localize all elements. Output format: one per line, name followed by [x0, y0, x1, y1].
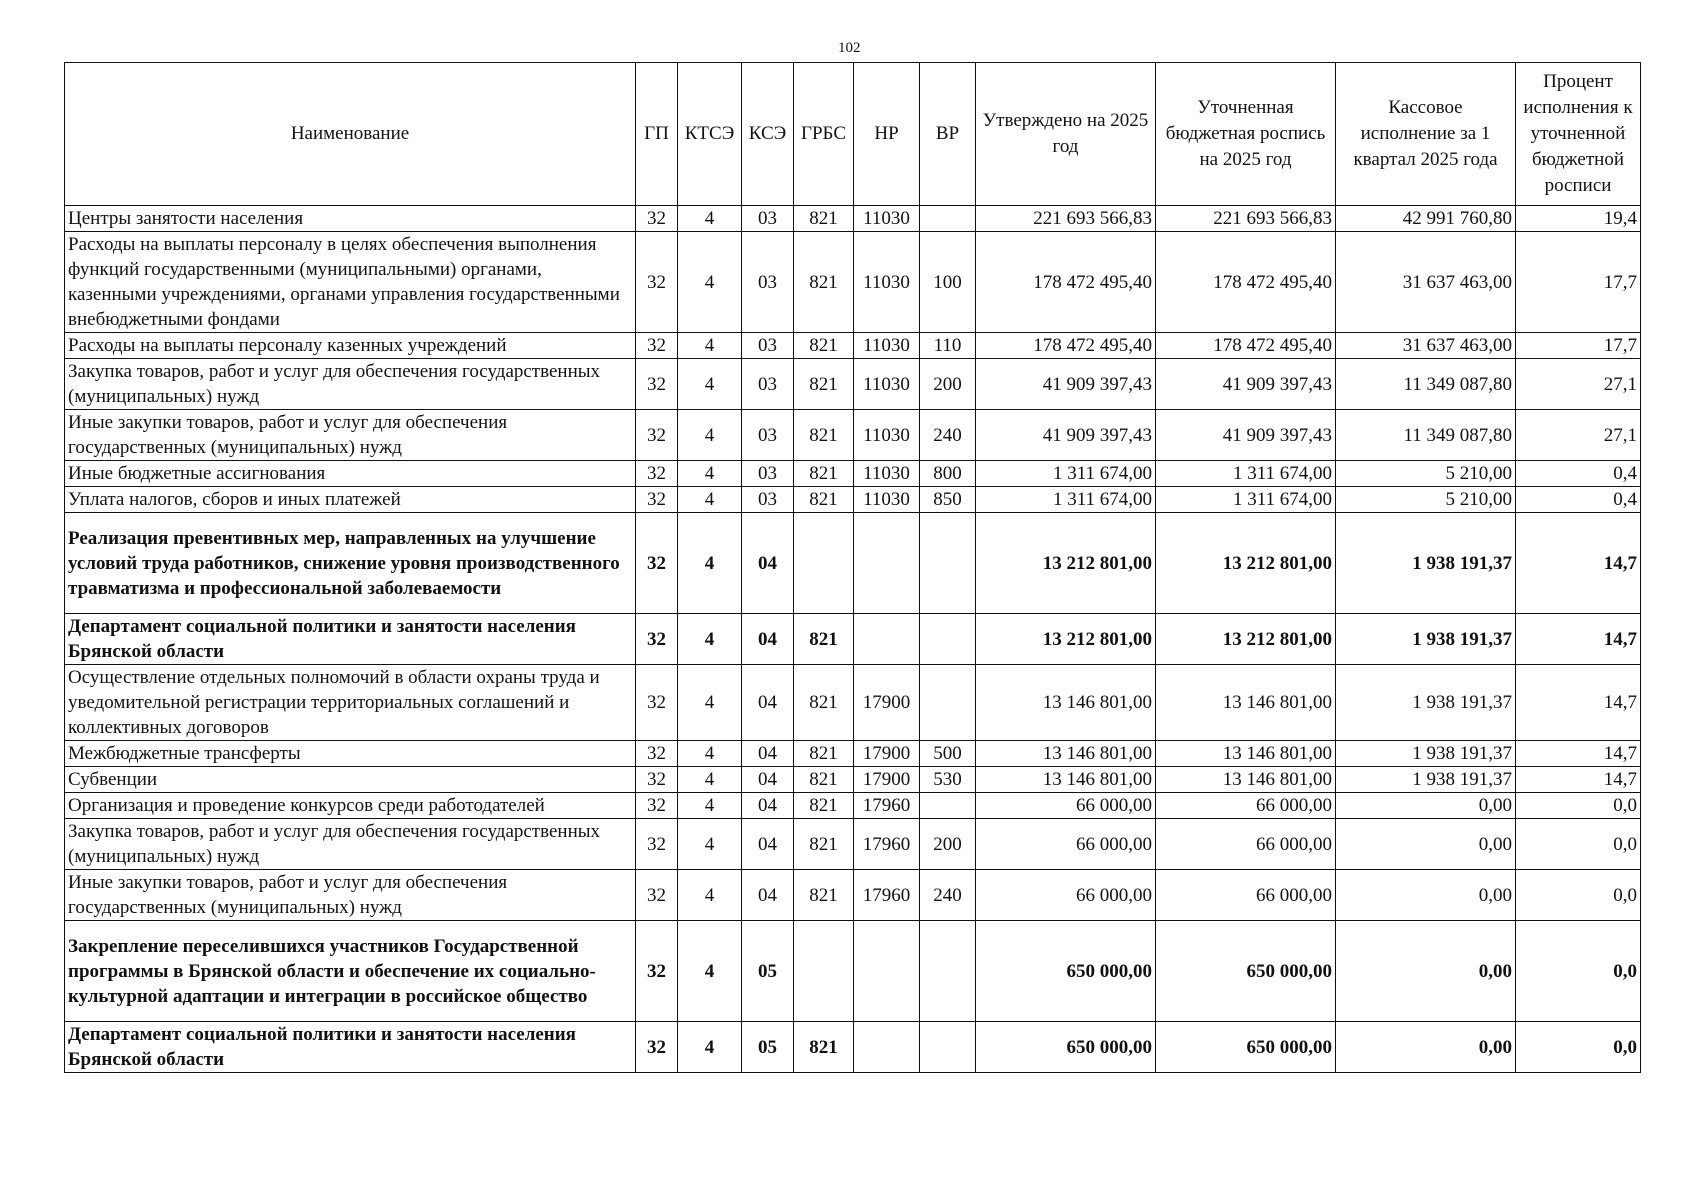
- cell-nr: 17960: [854, 870, 920, 921]
- table-header-row: [65, 63, 1641, 206]
- cell-gp: 32: [636, 487, 678, 513]
- cell-approved: 66 000,00: [976, 819, 1156, 870]
- cell-vr: [920, 921, 976, 1022]
- cell-name: Организация и проведение конкурсов среди работодателей: [65, 793, 636, 819]
- cell-vr: 240: [920, 410, 976, 461]
- cell-grbs: 821: [794, 819, 854, 870]
- cell-nr: 11030: [854, 232, 920, 333]
- cell-ktse: 4: [678, 359, 742, 410]
- table-row: [65, 793, 1641, 819]
- cell-percent: 14,7: [1516, 614, 1641, 665]
- cell-vr: [920, 614, 976, 665]
- cell-refined: 221 693 566,83: [1156, 206, 1336, 232]
- cell-name: Закрепление переселившихся участников Государственной программы в Брянской области и обеспечение их социально-культурной адаптации и интеграции в российское общество: [65, 921, 636, 1022]
- table-row: [65, 870, 1641, 921]
- cell-grbs: 821: [794, 767, 854, 793]
- cell-kse: 04: [742, 870, 794, 921]
- cell-name: Центры занятости населения: [65, 206, 636, 232]
- cell-refined: 41 909 397,43: [1156, 359, 1336, 410]
- cell-grbs: 821: [794, 870, 854, 921]
- cell-nr: 17900: [854, 665, 920, 741]
- cell-cash: 1 938 191,37: [1336, 614, 1516, 665]
- cell-approved: 66 000,00: [976, 793, 1156, 819]
- cell-gp: 32: [636, 1022, 678, 1073]
- cell-ktse: 4: [678, 1022, 742, 1073]
- cell-refined: 66 000,00: [1156, 819, 1336, 870]
- cell-ktse: 4: [678, 665, 742, 741]
- cell-vr: [920, 206, 976, 232]
- cell-approved: 41 909 397,43: [976, 359, 1156, 410]
- cell-cash: 0,00: [1336, 793, 1516, 819]
- cell-name: Иные бюджетные ассигнования: [65, 461, 636, 487]
- cell-percent: 0,0: [1516, 793, 1641, 819]
- cell-cash: 11 349 087,80: [1336, 410, 1516, 461]
- header-percent: Процент исполнения к уточненной бюджетной росписи: [1516, 63, 1641, 206]
- cell-vr: 240: [920, 870, 976, 921]
- cell-nr: [854, 614, 920, 665]
- table-row: [65, 487, 1641, 513]
- cell-approved: 650 000,00: [976, 1022, 1156, 1073]
- cell-vr: 100: [920, 232, 976, 333]
- cell-nr: 17960: [854, 793, 920, 819]
- cell-cash: 42 991 760,80: [1336, 206, 1516, 232]
- cell-gp: 32: [636, 921, 678, 1022]
- cell-nr: 11030: [854, 333, 920, 359]
- cell-cash: 0,00: [1336, 921, 1516, 1022]
- cell-kse: 04: [742, 793, 794, 819]
- cell-name: Субвенции: [65, 767, 636, 793]
- table-row: [65, 921, 1641, 1022]
- cell-percent: 14,7: [1516, 665, 1641, 741]
- cell-vr: [920, 793, 976, 819]
- cell-grbs: 821: [794, 665, 854, 741]
- cell-grbs: [794, 921, 854, 1022]
- cell-refined: 1 311 674,00: [1156, 461, 1336, 487]
- budget-execution-table: [64, 62, 1641, 1073]
- cell-gp: 32: [636, 410, 678, 461]
- cell-grbs: 821: [794, 614, 854, 665]
- cell-grbs: 821: [794, 1022, 854, 1073]
- cell-gp: 32: [636, 767, 678, 793]
- cell-nr: 11030: [854, 206, 920, 232]
- cell-cash: 5 210,00: [1336, 461, 1516, 487]
- cell-percent: 0,4: [1516, 487, 1641, 513]
- table-row: [65, 232, 1641, 333]
- cell-vr: 200: [920, 359, 976, 410]
- table-row: [65, 741, 1641, 767]
- cell-refined: 1 311 674,00: [1156, 487, 1336, 513]
- cell-refined: 178 472 495,40: [1156, 232, 1336, 333]
- cell-kse: 03: [742, 487, 794, 513]
- cell-ktse: 4: [678, 461, 742, 487]
- cell-name: Департамент социальной политики и занятости населения Брянской области: [65, 614, 636, 665]
- header-approved: Утверждено на 2025 год: [976, 63, 1156, 206]
- cell-gp: 32: [636, 819, 678, 870]
- cell-approved: 13 212 801,00: [976, 614, 1156, 665]
- header-ktse: КТСЭ: [678, 63, 742, 206]
- cell-percent: 0,0: [1516, 870, 1641, 921]
- cell-vr: 850: [920, 487, 976, 513]
- cell-ktse: 4: [678, 819, 742, 870]
- cell-cash: 31 637 463,00: [1336, 232, 1516, 333]
- cell-vr: [920, 1022, 976, 1073]
- cell-nr: [854, 1022, 920, 1073]
- cell-vr: [920, 665, 976, 741]
- cell-name: Расходы на выплаты персоналу в целях обеспечения выполнения функций государственными (муниципальными) органами, казенными учреждениями, органами управления государственными внебюджетными фондами: [65, 232, 636, 333]
- cell-gp: 32: [636, 206, 678, 232]
- cell-percent: 14,7: [1516, 513, 1641, 614]
- table-row: [65, 1022, 1641, 1073]
- cell-kse: 04: [742, 614, 794, 665]
- cell-approved: 1 311 674,00: [976, 487, 1156, 513]
- cell-grbs: 821: [794, 793, 854, 819]
- cell-refined: 650 000,00: [1156, 921, 1336, 1022]
- cell-kse: 03: [742, 232, 794, 333]
- cell-ktse: 4: [678, 513, 742, 614]
- cell-grbs: 821: [794, 232, 854, 333]
- cell-refined: 13 146 801,00: [1156, 665, 1336, 741]
- cell-nr: 11030: [854, 410, 920, 461]
- cell-name: Закупка товаров, работ и услуг для обеспечения государственных (муниципальных) нужд: [65, 819, 636, 870]
- cell-cash: 0,00: [1336, 819, 1516, 870]
- cell-approved: 13 212 801,00: [976, 513, 1156, 614]
- cell-name: Реализация превентивных мер, направленных на улучшение условий труда работников, снижение уровня производственного травматизма и профессиональной заболеваемости: [65, 513, 636, 614]
- cell-grbs: 821: [794, 359, 854, 410]
- cell-ktse: 4: [678, 767, 742, 793]
- cell-gp: 32: [636, 741, 678, 767]
- cell-cash: 1 938 191,37: [1336, 741, 1516, 767]
- cell-name: Закупка товаров, работ и услуг для обеспечения государственных (муниципальных) нужд: [65, 359, 636, 410]
- cell-vr: 110: [920, 333, 976, 359]
- cell-kse: 04: [742, 665, 794, 741]
- header-name: Наименование: [65, 63, 636, 206]
- cell-ktse: 4: [678, 232, 742, 333]
- cell-vr: [920, 513, 976, 614]
- cell-gp: 32: [636, 333, 678, 359]
- cell-cash: 5 210,00: [1336, 487, 1516, 513]
- cell-nr: 11030: [854, 487, 920, 513]
- cell-kse: 04: [742, 741, 794, 767]
- table-row: [65, 333, 1641, 359]
- cell-vr: 200: [920, 819, 976, 870]
- cell-refined: 650 000,00: [1156, 1022, 1336, 1073]
- cell-refined: 41 909 397,43: [1156, 410, 1336, 461]
- cell-gp: 32: [636, 665, 678, 741]
- cell-vr: 500: [920, 741, 976, 767]
- table-row: [65, 461, 1641, 487]
- cell-approved: 178 472 495,40: [976, 232, 1156, 333]
- cell-kse: 04: [742, 513, 794, 614]
- cell-grbs: 821: [794, 410, 854, 461]
- cell-cash: 1 938 191,37: [1336, 513, 1516, 614]
- cell-percent: 0,0: [1516, 921, 1641, 1022]
- cell-approved: 650 000,00: [976, 921, 1156, 1022]
- header-refined: Уточненная бюджетная роспись на 2025 год: [1156, 63, 1336, 206]
- cell-nr: [854, 921, 920, 1022]
- header-nr: НР: [854, 63, 920, 206]
- cell-gp: 32: [636, 232, 678, 333]
- cell-vr: 530: [920, 767, 976, 793]
- cell-approved: 41 909 397,43: [976, 410, 1156, 461]
- cell-percent: 0,0: [1516, 1022, 1641, 1073]
- page-number: 102: [838, 40, 861, 56]
- table-row: [65, 206, 1641, 232]
- cell-ktse: 4: [678, 333, 742, 359]
- cell-cash: 0,00: [1336, 870, 1516, 921]
- header-kse: КСЭ: [742, 63, 794, 206]
- table-row: [65, 410, 1641, 461]
- cell-ktse: 4: [678, 870, 742, 921]
- cell-name: Уплата налогов, сборов и иных платежей: [65, 487, 636, 513]
- cell-percent: 0,0: [1516, 819, 1641, 870]
- header-grbs: ГРБС: [794, 63, 854, 206]
- cell-name: Департамент социальной политики и занятости населения Брянской области: [65, 1022, 636, 1073]
- cell-kse: 05: [742, 921, 794, 1022]
- cell-approved: 13 146 801,00: [976, 665, 1156, 741]
- cell-refined: 13 212 801,00: [1156, 513, 1336, 614]
- cell-grbs: [794, 513, 854, 614]
- cell-kse: 03: [742, 410, 794, 461]
- cell-gp: 32: [636, 461, 678, 487]
- cell-nr: [854, 513, 920, 614]
- cell-percent: 0,4: [1516, 461, 1641, 487]
- cell-name: Иные закупки товаров, работ и услуг для обеспечения государственных (муниципальных) нужд: [65, 410, 636, 461]
- cell-refined: 13 146 801,00: [1156, 741, 1336, 767]
- cell-approved: 13 146 801,00: [976, 767, 1156, 793]
- cell-grbs: 821: [794, 333, 854, 359]
- cell-ktse: 4: [678, 921, 742, 1022]
- cell-percent: 17,7: [1516, 333, 1641, 359]
- header-vr: ВР: [920, 63, 976, 206]
- cell-refined: 66 000,00: [1156, 870, 1336, 921]
- cell-cash: 1 938 191,37: [1336, 767, 1516, 793]
- cell-refined: 66 000,00: [1156, 793, 1336, 819]
- cell-name: Осуществление отдельных полномочий в области охраны труда и уведомительной регистрации территориальных соглашений и коллективных договоров: [65, 665, 636, 741]
- header-cash: Кассовое исполнение за 1 квартал 2025 года: [1336, 63, 1516, 206]
- cell-grbs: 821: [794, 461, 854, 487]
- cell-gp: 32: [636, 614, 678, 665]
- cell-approved: 178 472 495,40: [976, 333, 1156, 359]
- cell-cash: 31 637 463,00: [1336, 333, 1516, 359]
- cell-gp: 32: [636, 359, 678, 410]
- cell-nr: 17900: [854, 767, 920, 793]
- cell-kse: 05: [742, 1022, 794, 1073]
- cell-cash: 1 938 191,37: [1336, 665, 1516, 741]
- cell-percent: 14,7: [1516, 767, 1641, 793]
- cell-ktse: 4: [678, 487, 742, 513]
- table-row: [65, 819, 1641, 870]
- cell-name: Иные закупки товаров, работ и услуг для обеспечения государственных (муниципальных) нужд: [65, 870, 636, 921]
- table-row: [65, 614, 1641, 665]
- cell-cash: 0,00: [1336, 1022, 1516, 1073]
- cell-kse: 03: [742, 333, 794, 359]
- cell-grbs: 821: [794, 741, 854, 767]
- cell-ktse: 4: [678, 410, 742, 461]
- cell-kse: 04: [742, 819, 794, 870]
- cell-ktse: 4: [678, 614, 742, 665]
- cell-approved: 221 693 566,83: [976, 206, 1156, 232]
- cell-cash: 11 349 087,80: [1336, 359, 1516, 410]
- cell-refined: 178 472 495,40: [1156, 333, 1336, 359]
- cell-kse: 03: [742, 206, 794, 232]
- cell-percent: 17,7: [1516, 232, 1641, 333]
- cell-refined: 13 212 801,00: [1156, 614, 1336, 665]
- header-gp: ГП: [636, 63, 678, 206]
- table-row: [65, 767, 1641, 793]
- cell-percent: 27,1: [1516, 359, 1641, 410]
- table-row: [65, 665, 1641, 741]
- cell-gp: 32: [636, 513, 678, 614]
- cell-nr: 11030: [854, 461, 920, 487]
- cell-refined: 13 146 801,00: [1156, 767, 1336, 793]
- cell-gp: 32: [636, 870, 678, 921]
- cell-ktse: 4: [678, 793, 742, 819]
- cell-percent: 27,1: [1516, 410, 1641, 461]
- cell-nr: 17900: [854, 741, 920, 767]
- cell-name: Расходы на выплаты персоналу казенных учреждений: [65, 333, 636, 359]
- cell-ktse: 4: [678, 206, 742, 232]
- cell-percent: 14,7: [1516, 741, 1641, 767]
- cell-gp: 32: [636, 793, 678, 819]
- cell-name: Межбюджетные трансферты: [65, 741, 636, 767]
- table-row: [65, 359, 1641, 410]
- cell-approved: 13 146 801,00: [976, 741, 1156, 767]
- cell-grbs: 821: [794, 487, 854, 513]
- cell-nr: 11030: [854, 359, 920, 410]
- cell-vr: 800: [920, 461, 976, 487]
- cell-approved: 66 000,00: [976, 870, 1156, 921]
- cell-approved: 1 311 674,00: [976, 461, 1156, 487]
- cell-kse: 04: [742, 767, 794, 793]
- cell-kse: 03: [742, 461, 794, 487]
- cell-percent: 19,4: [1516, 206, 1641, 232]
- cell-nr: 17960: [854, 819, 920, 870]
- table-row: [65, 513, 1641, 614]
- cell-grbs: 821: [794, 206, 854, 232]
- cell-kse: 03: [742, 359, 794, 410]
- cell-ktse: 4: [678, 741, 742, 767]
